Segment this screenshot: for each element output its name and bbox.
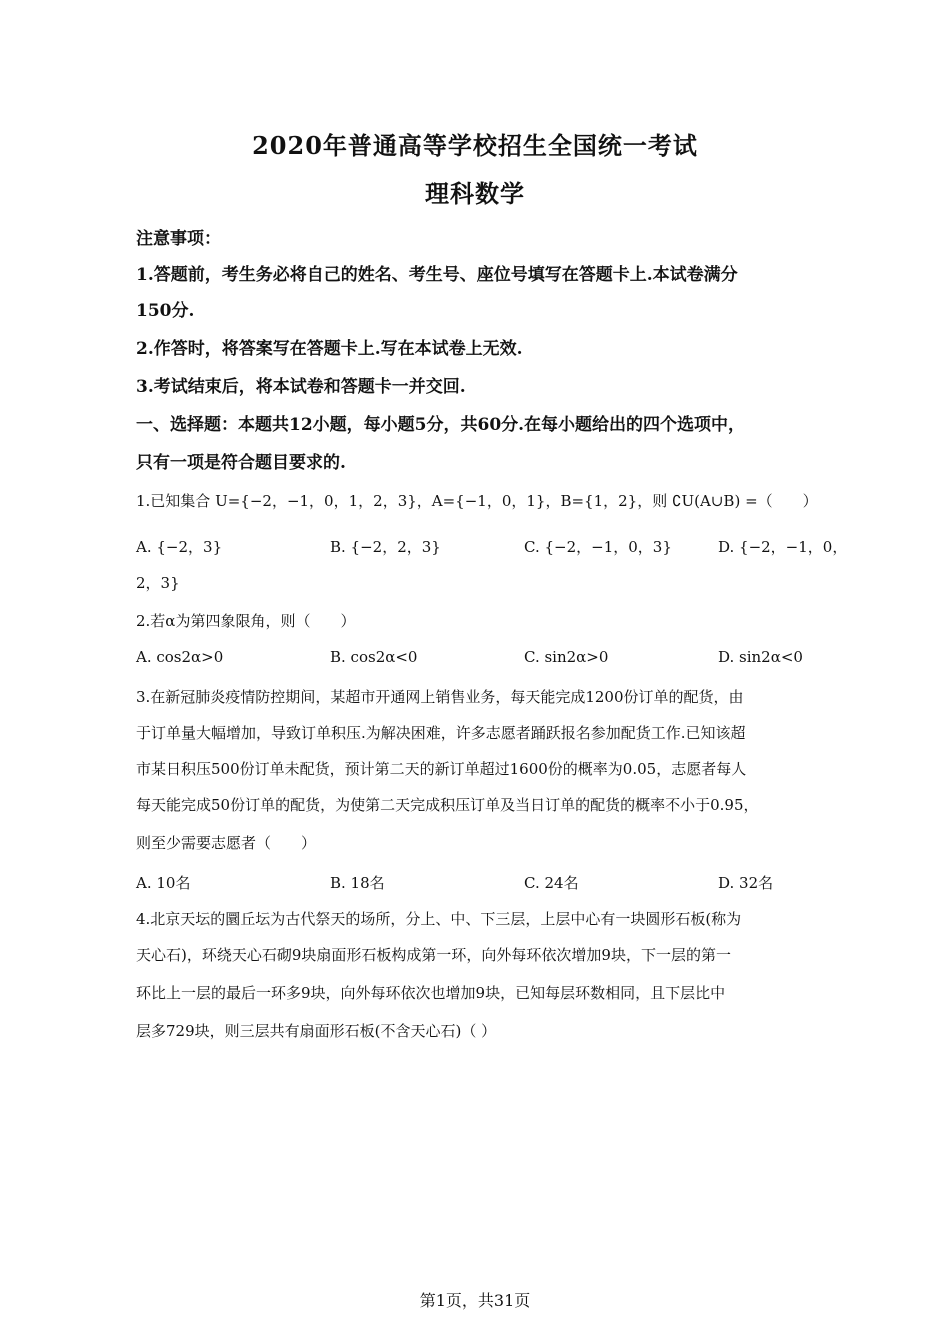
question-4-stem-line-3: 环比上一层的最后一环多9块，向外每环依次也增加9块，已知每层环数相同，且下层比中: [136, 984, 726, 1002]
question-3-stem-line-5: 则至少需要志愿者（ ）: [136, 834, 317, 852]
notice-item-1-cont: 150分.: [136, 301, 195, 321]
question-1-option-a: A. {−2，3}: [136, 538, 223, 556]
question-4-stem-line-4: 层多729块，则三层共有扇面形石板(不含天心石)（ ）: [136, 1022, 497, 1040]
question-3-stem-line-3: 市某日积压500份订单未配货，预计第二天的新订单超过1600份的概率为0.05，志愿者每人: [136, 760, 747, 778]
question-2-option-c: C. sin2α>0: [524, 648, 609, 666]
section-heading-cont: 只有一项是符合题目要求的.: [136, 453, 346, 473]
question-2-option-d: D. sin2α<0: [718, 648, 803, 666]
notice-item-1: 1.答题前，考生务必将自己的姓名、考生号、座位号填写在答题卡上.本试卷满分: [136, 265, 738, 285]
section-heading: 一、选择题：本题共12小题，每小题5分，共60分.在每小题给出的四个选项中，: [136, 415, 746, 435]
question-2-stem: 2.若α为第四象限角，则（ ）: [136, 612, 356, 630]
page-number: 第1页，共31页: [419, 1291, 531, 1310]
question-1-option-b: B. {−2，2，3}: [330, 538, 441, 556]
question-1-option-d: D. {−2，−1，0，: [718, 538, 848, 556]
notice-item-2: 2.作答时，将答案写在答题卡上.写在本试卷上无效.: [136, 339, 523, 359]
question-3-option-b: B. 18名: [330, 874, 385, 892]
question-3-stem-line-4: 每天能完成50份订单的配货，为使第二天完成积压订单及当日订单的配货的概率不小于0.95，: [136, 796, 759, 814]
question-1-stem: 1.已知集合 U={−2，−1，0，1，2，3}，A={−1，0，1}，B={1，2}，则 ∁U(A∪B) =（ ）: [136, 492, 818, 510]
notice-heading: 注意事项：: [136, 229, 221, 249]
page-title: 2020年普通高等学校招生全国统一考试: [252, 131, 698, 160]
question-2-option-b: B. cos2α<0: [330, 648, 418, 666]
question-2-option-a: A. cos2α>0: [136, 648, 224, 666]
question-1-option-d-cont: 2，3}: [136, 574, 180, 592]
question-3-stem-line-2: 于订单量大幅增加，导致订单积压.为解决困难，许多志愿者踊跃报名参加配货工作.已知该超: [136, 724, 746, 742]
question-3-option-a: A. 10名: [136, 874, 191, 892]
question-3-option-c: C. 24名: [524, 874, 579, 892]
page-subtitle: 理科数学: [425, 179, 525, 208]
question-4-stem-line-2: 天心石)，环绕天心石砌9块扇面形石板构成第一环，向外每环依次增加9块，下一层的第一: [136, 946, 731, 964]
question-3-option-d: D. 32名: [718, 874, 774, 892]
question-1-option-c: C. {−2，−1，0，3}: [524, 538, 672, 556]
question-4-stem-line-1: 4.北京天坛的圜丘坛为古代祭天的场所，分上、中、下三层，上层中心有一块圆形石板(称为: [136, 910, 742, 928]
question-3-stem-line-1: 3.在新冠肺炎疫情防控期间，某超市开通网上销售业务，每天能完成1200份订单的配货，由: [136, 688, 744, 706]
notice-item-3: 3.考试结束后，将本试卷和答题卡一并交回.: [136, 377, 466, 397]
